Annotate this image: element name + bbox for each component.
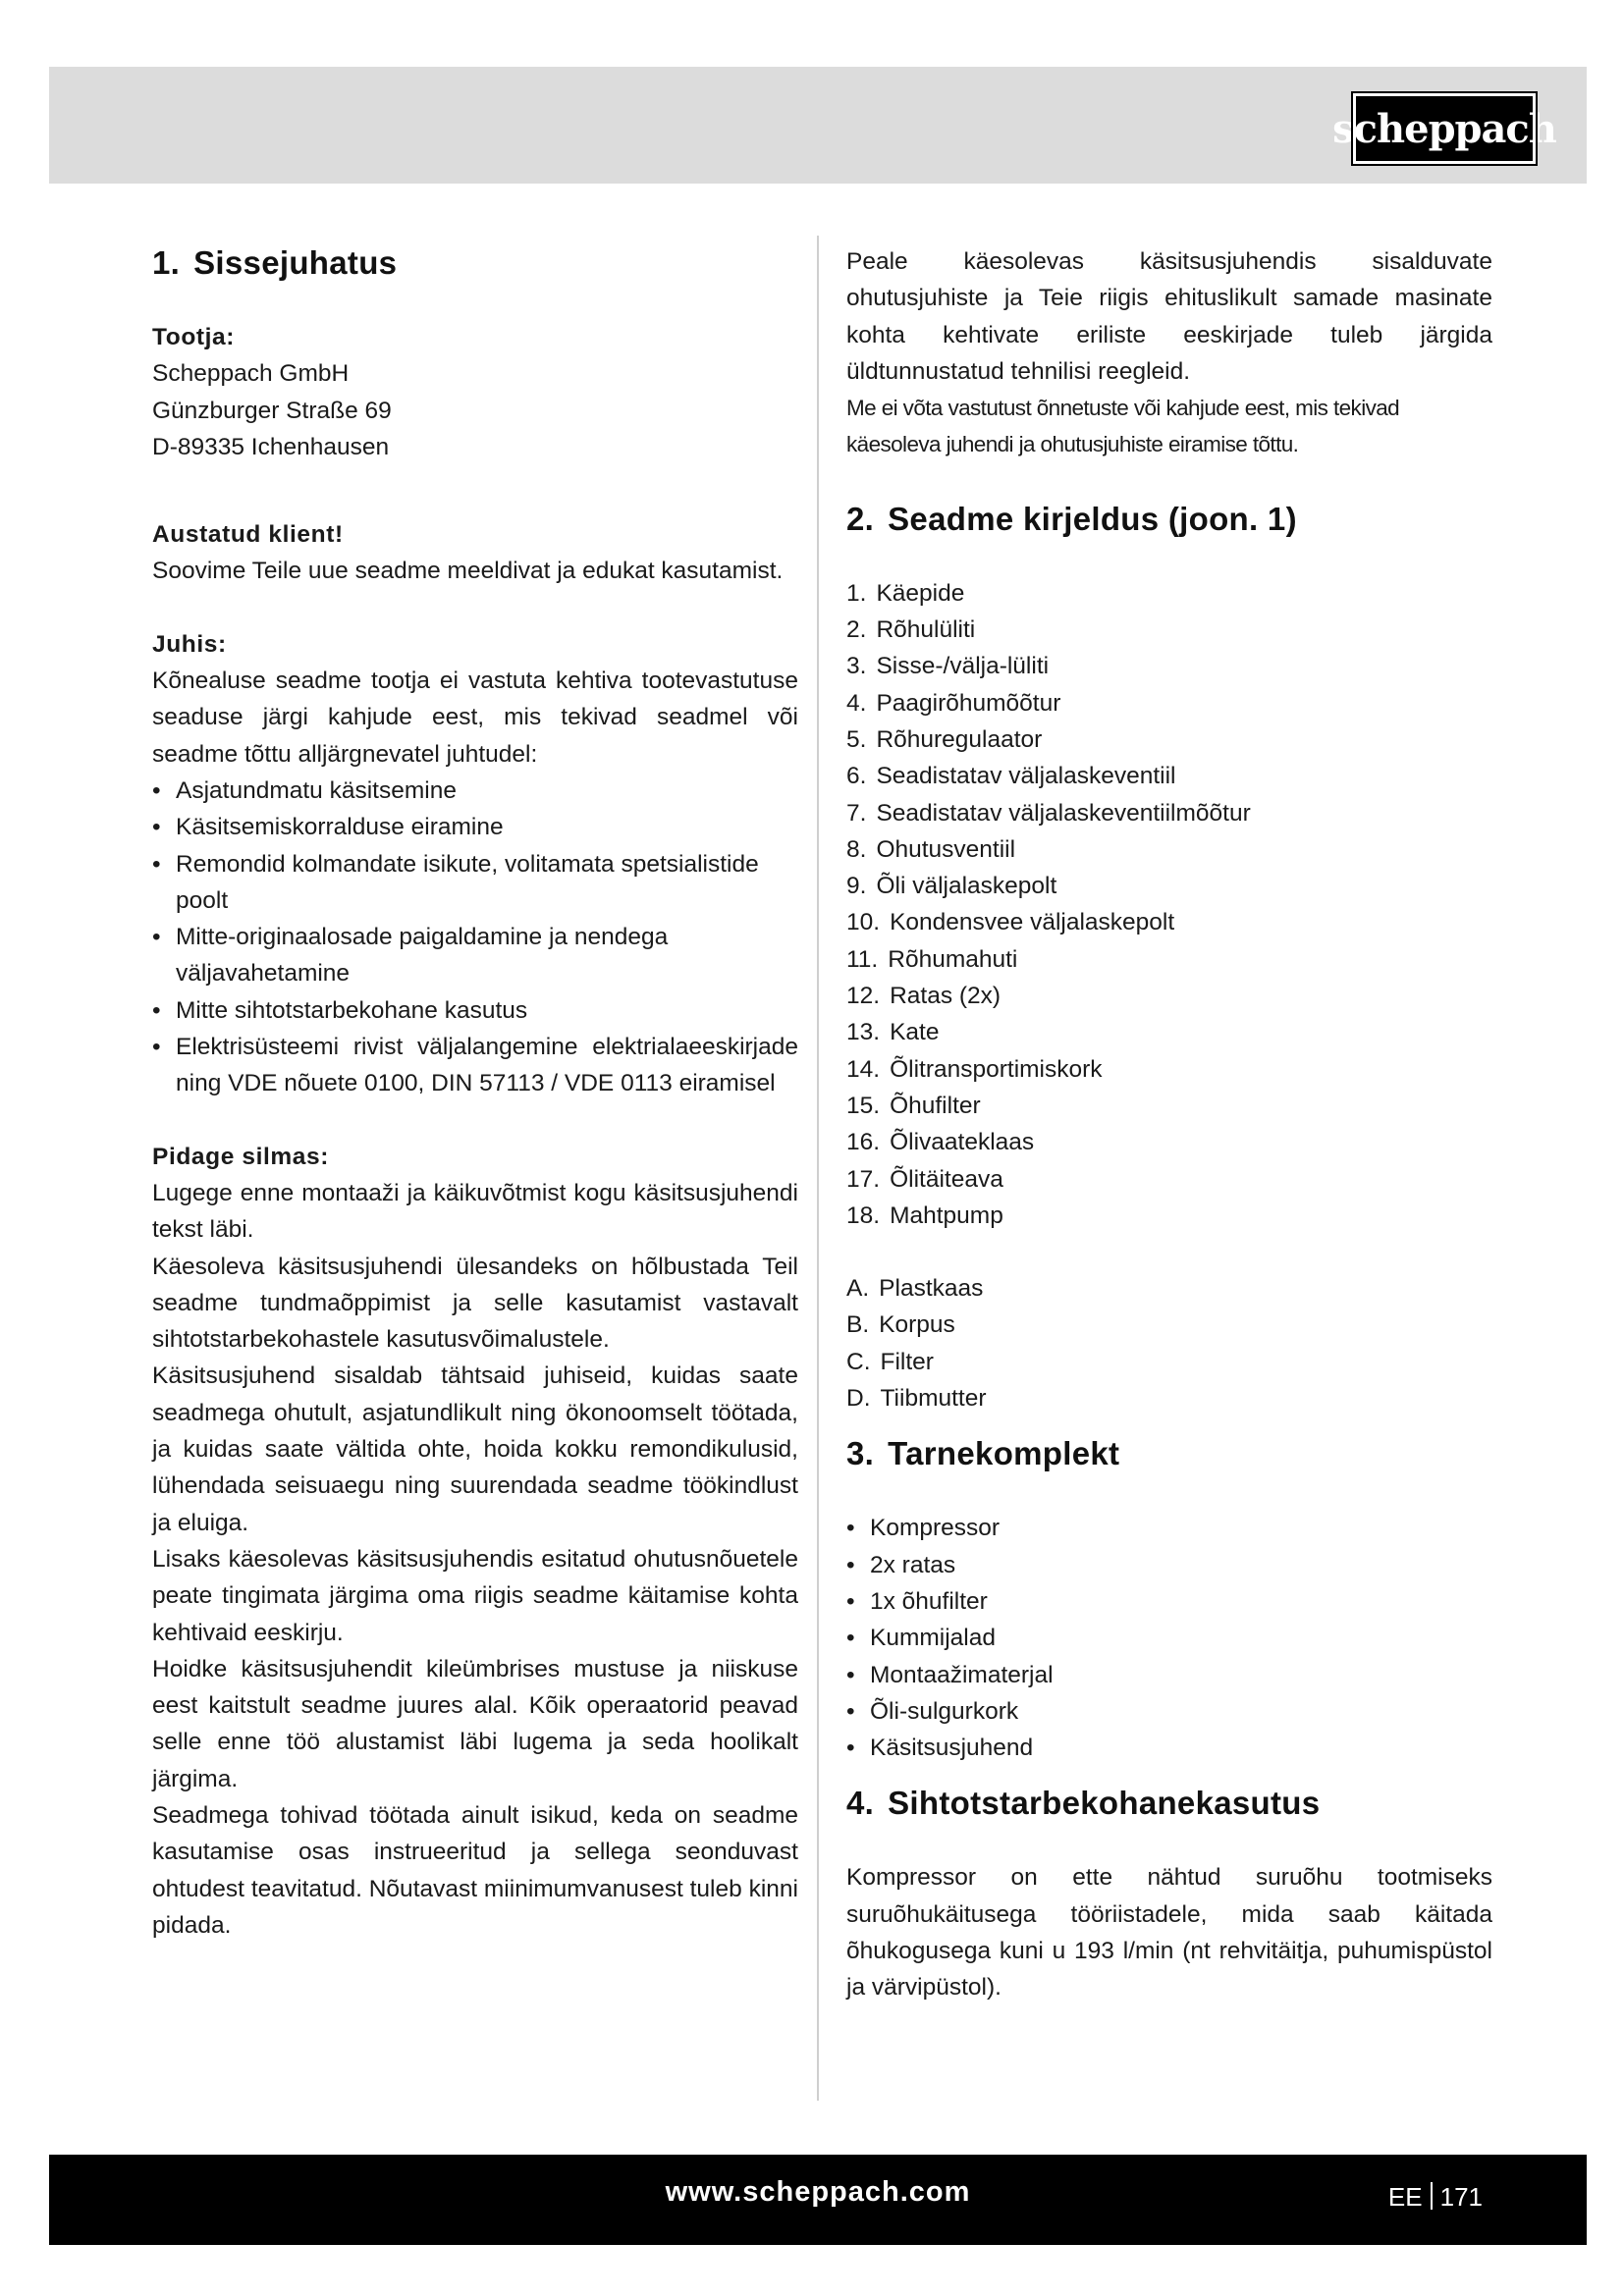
section-1-heading [152, 243, 798, 283]
list-item [846, 831, 1492, 868]
list-item [846, 1014, 1492, 1050]
dear-customer-heading: Austatud klient! [152, 521, 344, 549]
language-code: EE [1387, 2182, 1423, 2212]
note-paragraph: Lugege enne montaaži ja käikuvõtmist kogu käsitsusjuhendi tekst läbi. [152, 1179, 798, 1244]
list-item: • Käsitsemiskorralduse eiramine [152, 809, 798, 845]
list-item [846, 1161, 1492, 1198]
item-number: 7. [846, 799, 867, 827]
item-label: Filter [880, 1348, 934, 1375]
list-item: • Kummijalad [846, 1620, 1492, 1656]
item-number: 10. [846, 909, 881, 936]
note-paragraph: Lisaks käesolevas käsitsusjuhendis esitatud ohutusnõuetele peate tingimata järgima oma riigis seadme käitamise kohta kehtivaid eeskirju. [152, 1545, 798, 1646]
item-number: 3. [846, 653, 867, 680]
item-label: Õlitäiteava [890, 1165, 1003, 1193]
list-item [846, 1307, 1492, 1343]
note-paragraph: Käesoleva käsitsusjuhendi ülesandeks on hõlbustada Teil seadme tundmaõppimist ja selle kasutamist vastavalt sihtotstarbekohastele kasutusvõimalustele. [152, 1253, 798, 1354]
dear-customer-text: Soovime Teile uue seadme meeldivat ja edukat kasutamist. [152, 558, 784, 585]
list-item [846, 758, 1492, 794]
list-item [846, 1088, 1492, 1124]
item-number: 1. [846, 579, 867, 607]
manufacturer-line: Scheppach GmbH [152, 360, 350, 388]
section-3-number: 3. [846, 1435, 875, 1472]
list-item [846, 612, 1492, 648]
delivery-list [846, 1510, 1492, 1766]
item-label: Sisse-/välja-lüliti [876, 653, 1050, 680]
item-number: 12. [846, 983, 881, 1010]
list-item: • Asjatundmatu käsitsemine [152, 773, 798, 809]
item-label: Kate [890, 1019, 940, 1046]
section-3-title: Tarnekomplekt [888, 1435, 1120, 1472]
list-item: • Käsitsusjuhend [846, 1730, 1492, 1766]
list-item [846, 1124, 1492, 1160]
list-item: • Mitte sihtotstarbekohane kasutus [152, 992, 798, 1029]
list-item [846, 1198, 1492, 1234]
notice-bullet-list [152, 773, 798, 1102]
manufacturer-line: Günzburger Straße 69 [152, 397, 392, 424]
manufacturer-heading: Tootja: [152, 324, 236, 350]
item-label: Plastkaas [879, 1275, 984, 1303]
left-column [152, 243, 798, 1944]
footer-website-link[interactable]: www.scheppach.com [665, 2176, 971, 2208]
intro-text: Peale käesolevas käsitsusjuhendis sisalduvate ohutusjuhiste ja Teie riigis ehituslikult samade masinate kohta kehtivate eriliste eeskirjade tuleb järgida üldtunnustatud tehnilisi reegleid. [846, 248, 1492, 385]
item-number: 2. [846, 616, 867, 644]
section-1-title: Sissejuhatus [193, 244, 398, 281]
scheppach-logo: scheppach [1353, 93, 1536, 164]
note-paragraph: Hoidke käsitsusjuhendit kileümbrises mustuse ja niiskuse eest kaitstult seadme juures alal. Kõik operaatorid peavad selle enne töö alustamist läbi lugema ja seda hoolikalt järgima. [152, 1655, 798, 1792]
intended-use-text: Kompressor on ette nähtud suruõhu tootmiseks suruõhukäitusega tööriistadele, mida saab käitada õhukogusega kuni u 193 l/min (nt rehvitäitja, puhumispüstol ja värvipüstol). [846, 1864, 1492, 2002]
section-1-number: 1. [152, 244, 181, 281]
item-number: 8. [846, 835, 867, 863]
notice-heading: Juhis: [152, 630, 227, 658]
parts-list [846, 575, 1492, 1234]
item-number: 15. [846, 1092, 881, 1119]
page-number: 171 [1439, 2182, 1483, 2212]
item-label: Tiibmutter [880, 1385, 987, 1413]
list-item [846, 868, 1492, 904]
list-item [846, 575, 1492, 612]
right-column [846, 243, 1492, 2006]
item-number: 16. [846, 1129, 881, 1156]
item-number: 9. [846, 873, 867, 900]
item-label: Korpus [879, 1311, 955, 1339]
item-label: Kondensvee väljalaskepolt [890, 909, 1175, 936]
item-letter: C. [846, 1348, 871, 1375]
list-item [846, 904, 1492, 940]
item-letter: D. [846, 1385, 871, 1413]
column-divider [817, 236, 819, 2101]
item-label: Õli väljalaskepolt [876, 873, 1057, 900]
list-item [846, 1380, 1492, 1416]
item-number: 18. [846, 1201, 881, 1229]
footer-bar [49, 2155, 1587, 2245]
item-label: Käepide [876, 579, 965, 607]
list-item [846, 685, 1492, 721]
item-label: Seadistatav väljalaskeventiil [876, 763, 1176, 790]
note-heading: Pidage silmas: [152, 1143, 329, 1170]
list-item: • Montaažimaterjal [846, 1657, 1492, 1693]
list-item: • Remondid kolmandate isikute, volitamata spetsialistide poolt [152, 846, 798, 920]
list-item [846, 648, 1492, 684]
list-item [846, 978, 1492, 1014]
list-item: • 2x ratas [846, 1547, 1492, 1583]
page-separator [1431, 2182, 1433, 2210]
item-number: 17. [846, 1165, 881, 1193]
list-item [846, 941, 1492, 978]
item-number: 5. [846, 725, 867, 753]
header-bar [49, 67, 1587, 184]
item-number: 13. [846, 1019, 881, 1046]
page-indicator [1388, 2182, 1483, 2213]
list-item [846, 1051, 1492, 1088]
list-item [846, 795, 1492, 831]
section-4-number: 4. [846, 1785, 875, 1822]
item-number: 14. [846, 1055, 881, 1083]
manufacturer-line: D-89335 Ichenhausen [152, 433, 390, 460]
list-item: • Kompressor [846, 1510, 1492, 1546]
list-item [846, 721, 1492, 758]
item-label: Õlivaateklaas [890, 1129, 1035, 1156]
item-label: Õhufilter [890, 1092, 981, 1119]
list-item [846, 1344, 1492, 1380]
item-label: Rõhuregulaator [876, 725, 1043, 753]
list-item: • Elektrisüsteemi rivist väljalangemine elektrialaeeskirjade ning VDE nõuete 0100, DIN 57113 / VDE 0113 eiramisel [152, 1029, 798, 1102]
note-paragraph: Käsitsusjuhend sisaldab tähtsaid juhiseid, kuidas saate seadmega ohutult, asjatundlikult ning ökonoomselt töötada, ja kuidas saate vältida ohte, hoida kokku remondikulusid, lühendada seisuaegu ning suurendada seadme töökindlust ja eluiga. [152, 1362, 798, 1536]
section-4-title: Sihtotstarbekohanekasutus [888, 1785, 1321, 1822]
item-number: 11. [846, 945, 879, 973]
note-paragraph: Seadmega tohivad töötada ainult isikud, keda on seadme kasutamise osas instrueeritud ja sellega seonduvast ohtudest teavitatud. Nõutavast miinimumvanusest tuleb kinni pidada. [152, 1801, 798, 1939]
item-letter: A. [846, 1275, 870, 1303]
item-label: Ratas (2x) [890, 983, 1001, 1010]
section-2-number: 2. [846, 500, 875, 537]
list-item: • Mitte-originaalosade paigaldamine ja nendega väljavahetamine [152, 919, 798, 992]
item-label: Mahtpump [890, 1201, 1003, 1229]
section-3-heading [846, 1434, 1492, 1473]
section-2-title: Seadme kirjeldus (joon. 1) [888, 500, 1297, 537]
item-label: Seadistatav väljalaskeventiilmõõtur [876, 799, 1251, 827]
item-label: Ohutusventiil [876, 835, 1016, 863]
list-item [846, 1270, 1492, 1307]
letter-parts-list [846, 1270, 1492, 1416]
item-label: Õlitransportimiskork [890, 1055, 1103, 1083]
list-item: • Õli-sulgurkork [846, 1693, 1492, 1730]
item-number: 6. [846, 763, 867, 790]
section-2-heading [846, 500, 1492, 539]
item-label: Rõhumahuti [888, 945, 1018, 973]
item-label: Paagirõhumõõtur [876, 689, 1061, 717]
section-4-heading [846, 1784, 1492, 1823]
item-letter: B. [846, 1311, 870, 1339]
list-item: • 1x õhufilter [846, 1583, 1492, 1620]
item-label: Rõhulüliti [876, 616, 976, 644]
notice-text: Kõnealuse seadme tootja ei vastuta kehtiva tootevastutuse seaduse järgi kahjude eest, mis tekivad seadmel või seadme tõttu alljärgnevatel juhtudel: [152, 667, 798, 768]
item-number: 4. [846, 689, 867, 717]
disclaimer-text: Me ei võta vastutust õnnetuste või kahjude eest, mis tekivad käesoleva juhendi ja ohutusjuhiste eiramise tõttu. [846, 396, 1400, 457]
